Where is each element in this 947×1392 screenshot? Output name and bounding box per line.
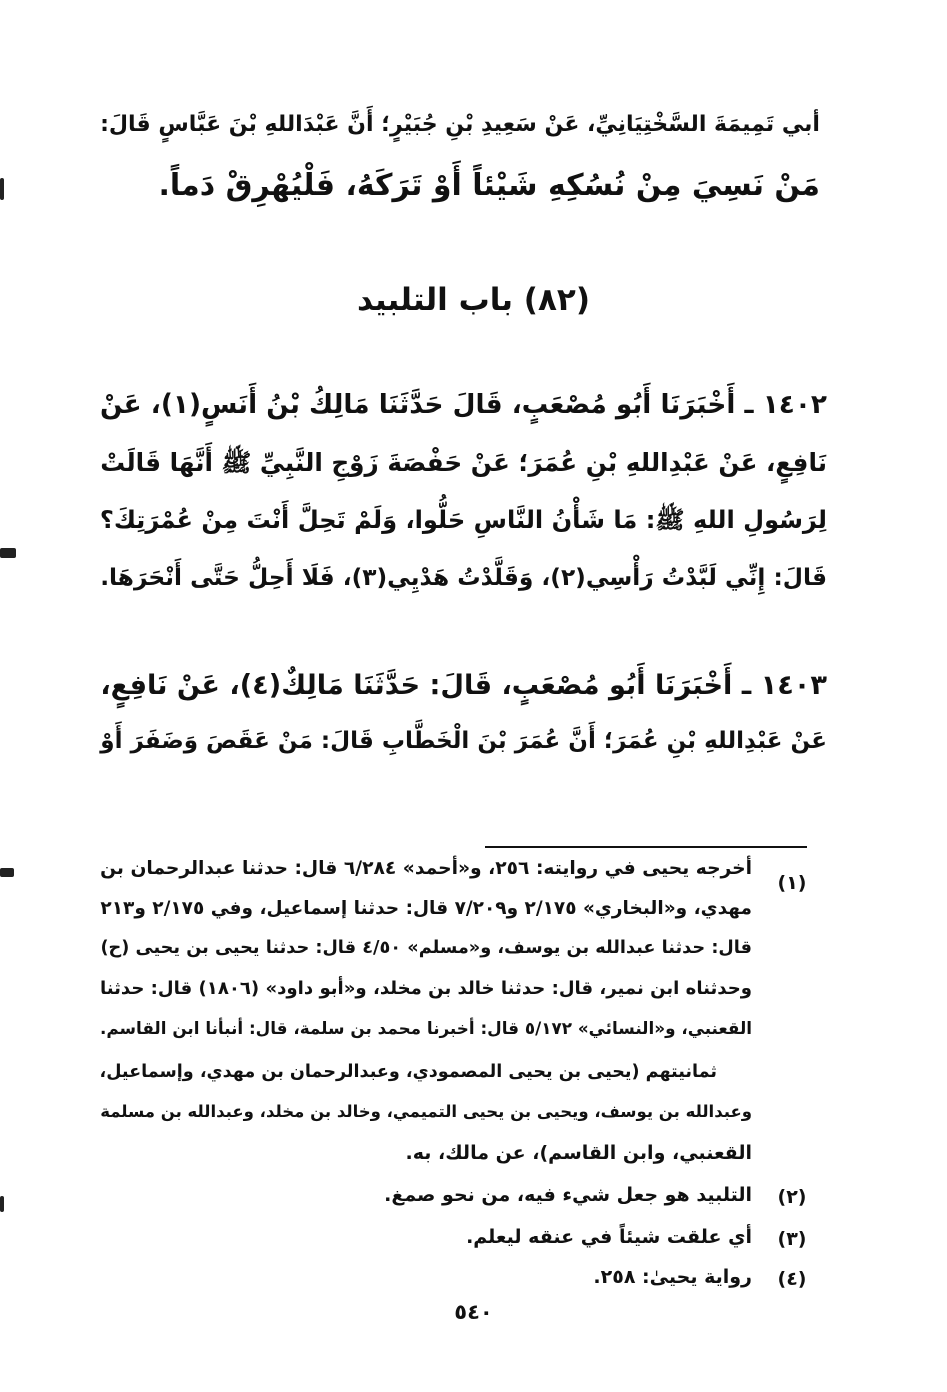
scan-edge-mark xyxy=(0,868,14,877)
chapter-heading: (٨٢) باب التلبيد xyxy=(357,282,590,318)
hadith-1402-line-3: لِرَسُولِ اللهِ ﷺ: مَا شَأْنُ النَّاسِ حَلُّوا، وَلَمْ تَحِلَّ أَنْتَ مِنْ عُمْرَتِكَ؟ xyxy=(99,506,827,534)
footnote-1-cont-line-1: ثمانيتهم (يحيى بن يحيى المصمودي، وعبدالرحمان بن مهدي، وإسماعيل، xyxy=(99,1062,717,1082)
scan-edge-mark xyxy=(0,178,4,200)
hadith-1403-line-2: عَنْ عَبْدِاللهِ بْنِ عُمَرَ؛ أَنَّ عُمَرَ بْنَ الْخَطَّابِ قَالَ: مَنْ عَقَصَ وَضَفَرَ أَوْ xyxy=(100,728,827,754)
hadith-1403-line-1: ١٤٠٣ ـ أَخْبَرَنَا أَبُو مُصْعَبٍ، قَالَ: حَدَّثَنَا مَالِكٌ(٤)، عَنْ نَافِعٍ، xyxy=(100,670,827,701)
footnote-2-text: التلبيد هو جعل شيء فيه، من نحو صمغ. xyxy=(384,1184,752,1206)
footnote-2-number: (٢) xyxy=(777,1186,807,1208)
intro-line-1: أبي تَمِيمَةَ السَّخْتِيَانِيِّ، عَنْ سَعِيدِ بْنِ جُبَيْرٍ؛ أَنَّ عَبْدَاللهِ بْنَ عَبَّاسٍ قَالَ: xyxy=(100,112,820,137)
footnote-1-number: (١) xyxy=(777,872,807,894)
footnote-1-line-3: قال: حدثنا عبدالله بن يوسف، و«مسلم» ٤/٥٠ قال: حدثنا يحيى بن يحيى (ح) xyxy=(100,938,752,958)
hadith-1402-line-1: ١٤٠٢ ـ أَخْبَرَنَا أَبُو مُصْعَبٍ، قَالَ حَدَّثَنَا مَالِكُ بْنُ أَنَسٍ(١)، عَنْ xyxy=(99,390,827,420)
scan-edge-mark xyxy=(0,548,16,558)
intro-line-2: مَنْ نَسِيَ مِنْ نُسُكِهِ شَيْئاً أَوْ تَرَكَهُ، فَلْيُهْرِقْ دَماً. xyxy=(158,168,820,203)
footnote-4-text: رواية يحيىٰ: ٢٥٨. xyxy=(593,1266,752,1288)
hadith-1402-line-4: قَالَ: إِنِّي لَبَّدْتُ رَأْسِي(٢)، وَقَلَّدْتُ هَدْيِي(٣)، فَلَا أَحِلُّ حَتَّى أَنْحَرَهَا. xyxy=(100,564,827,591)
footnote-separator xyxy=(485,846,807,848)
footnote-1-line-2: مهدي، و«البخاري» ٢/١٧٥ و٧/٢٠٩ قال: حدثنا إسماعيل، وفي ٢/١٧٥ و٢١٣ xyxy=(100,898,752,919)
footnote-1-cont-line-2: وعبدالله بن يوسف، ويحيى بن يحيى التميمي، وخالد بن مخلد، وعبدالله بن مسلمة xyxy=(100,1102,752,1121)
scan-edge-mark xyxy=(0,1196,4,1212)
footnote-1-line-5: القعنبي، و«النسائي» ٥/١٧٢ قال: أخبرنا محمد بن سلمة، قال: أنبأنا ابن القاسم. xyxy=(100,1018,752,1038)
page-number: ٥٤٠ xyxy=(454,1300,493,1324)
footnote-1-cont-line-3: القعنبي، وابن القاسم)، عن مالك، به. xyxy=(405,1142,752,1164)
footnote-3-text: أي علقت شيئاً في عنقه ليعلم. xyxy=(466,1226,752,1248)
footnote-1-line-1: أخرجه يحيى في روايته: ٢٥٦، و«أحمد» ٦/٢٨٤ قال: حدثنا عبدالرحمان بن xyxy=(100,858,752,879)
footnote-4-number: (٤) xyxy=(777,1268,807,1290)
footnote-3-number: (٣) xyxy=(777,1228,807,1250)
hadith-1402-line-2: نَافِعٍ، عَنْ عَبْدِاللهِ بْنِ عُمَرَ؛ عَنْ حَفْصَةَ زَوْجِ النَّبِيِّ ﷺ أَنَّهَا قَالَتْ xyxy=(100,448,827,477)
footnote-1-line-4: وحدثناه ابن نمير، قال: حدثنا خالد بن مخلد، و«أبو داود» (١٨٠٦) قال: حدثنا xyxy=(99,978,752,999)
